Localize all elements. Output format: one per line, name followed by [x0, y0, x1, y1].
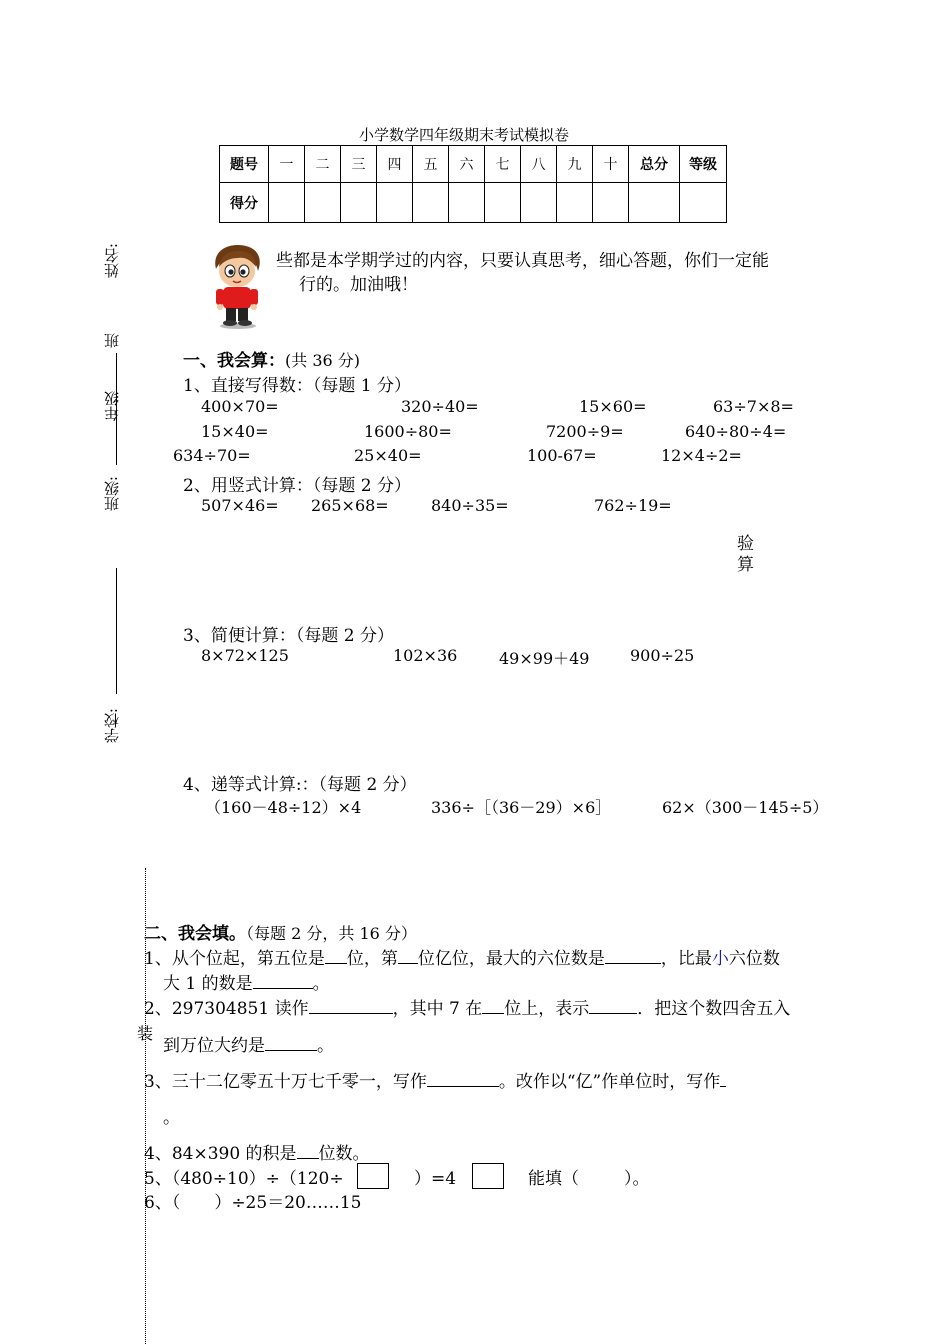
text: 位上，表示 [504, 999, 590, 1019]
blank[interactable] [398, 946, 418, 964]
header-cell: 总分 [629, 146, 680, 183]
q3-item: 900÷25 [630, 646, 695, 665]
fill-q3-line2: 。 [163, 1108, 180, 1128]
text: 位，第 [346, 949, 398, 969]
q1-title: 1、直接写得数：（每题 1 分） [183, 376, 411, 396]
blank[interactable] [325, 946, 347, 964]
score-cell[interactable] [341, 183, 377, 223]
fill-q5-right: 能填（ [528, 1169, 579, 1189]
score-cell[interactable] [680, 183, 727, 223]
q4-item: （160－48÷12）×4 [205, 798, 362, 817]
score-table [219, 145, 727, 223]
section1-points: (共 36 分) [285, 351, 361, 370]
text: 位亿位，最大的六位数是 [417, 949, 605, 969]
q2-item: 840÷35= [431, 496, 509, 515]
fill-q1-line2 [163, 969, 330, 994]
section1-heading: 一、我会算： [183, 351, 285, 371]
fill-q2-line1 [144, 994, 790, 1019]
header-cell: 一 [269, 146, 305, 183]
score-cell[interactable] [305, 183, 341, 223]
blank[interactable] [427, 1069, 499, 1087]
score-cell[interactable] [629, 183, 680, 223]
text: 小 [711, 949, 729, 969]
q1-item: 1600÷80= [364, 422, 452, 441]
score-cell[interactable] [449, 183, 485, 223]
q2-item: 265×68= [311, 496, 389, 515]
score-cell[interactable] [521, 183, 557, 223]
header-cell: 六 [449, 146, 485, 183]
score-cell[interactable] [557, 183, 593, 223]
text: 六位数 [728, 949, 780, 969]
q2-item: 762÷19= [594, 496, 672, 515]
blank[interactable] [482, 996, 504, 1014]
q4-item: 336÷［（36－29）×6］ [431, 798, 612, 817]
fill-q5-end: ）。 [624, 1169, 650, 1189]
header-cell: 四 [377, 146, 413, 183]
text: 。 [317, 1036, 334, 1056]
q3-item: 8×72×125 [201, 646, 289, 665]
q1-item: 63÷7×8= [713, 397, 794, 416]
fill-q5-left: 5、（480÷10）÷（120÷ [144, 1169, 344, 1189]
text: ，其中 7 在 [392, 999, 483, 1019]
q1-item: 25×40= [354, 446, 422, 465]
class-ban-label: 班 [103, 333, 121, 348]
text: 4、84×390 的积是 [144, 1144, 297, 1164]
q1-item: 640÷80÷4= [685, 422, 787, 441]
q1-item: 15×60= [579, 397, 647, 416]
blank[interactable] [297, 1141, 319, 1159]
q3-title: 3、简便计算：（每题 2 分） [183, 626, 394, 646]
q3-item: 49×99＋49 [499, 649, 590, 668]
section1-header [183, 346, 360, 371]
q1-item: 320÷40= [401, 397, 479, 416]
q2-title: 2、用竖式计算：（每题 2 分） [183, 476, 411, 496]
header-cell: 五 [413, 146, 449, 183]
blank[interactable] [605, 946, 661, 964]
q1-item: 100-67= [527, 446, 597, 465]
blank[interactable] [589, 996, 637, 1014]
check-label: 验 [737, 534, 754, 554]
class-label: 班级: [103, 476, 121, 512]
header-cell: 二 [305, 146, 341, 183]
header-cell: 题号 [220, 146, 269, 183]
blank[interactable] [265, 1033, 317, 1051]
answer-box[interactable] [357, 1163, 389, 1189]
text: 大 1 的数是 [163, 974, 253, 994]
intro-line-1: 些都是本学期学过的内容，只要认真思考，细心答题，你们一定能 [276, 251, 769, 271]
q1-item: 12×4÷2= [661, 446, 742, 465]
header-cell: 等级 [680, 146, 727, 183]
page-title: 小学数学四年级期末考试模拟卷 [359, 126, 570, 144]
q1-item: 15×40= [201, 422, 269, 441]
fill-q6: 6、（ ）÷25＝20……15 [144, 1193, 362, 1213]
intro-line-2: 行的。加油哦！ [299, 275, 418, 295]
fill-q4 [144, 1139, 370, 1164]
blank[interactable] [309, 996, 393, 1014]
q1-item: 634÷70= [173, 446, 251, 465]
score-cell[interactable] [377, 183, 413, 223]
text: ，比最 [660, 949, 712, 969]
q4-title: 4、递等式计算:：（每题 2 分） [183, 775, 417, 795]
header-cell: 七 [485, 146, 521, 183]
text: 2、297304851 读作 [144, 999, 309, 1019]
section2-points: （每题 2 分，共 16 分） [246, 924, 417, 943]
q1-item: 7200÷9= [546, 422, 624, 441]
text: 位数。 [318, 1144, 370, 1164]
text: ．把这个数四舍五入 [637, 999, 791, 1019]
q1-item: 400×70= [201, 397, 279, 416]
text: 到万位大约是 [163, 1036, 265, 1056]
q3-item: 102×36 [393, 646, 458, 665]
score-cell[interactable] [269, 183, 305, 223]
fill-q1-line1 [144, 944, 780, 969]
header-cell: 十 [593, 146, 629, 183]
fill-q2-line2 [163, 1031, 334, 1056]
school-label: 学校: [103, 708, 121, 744]
text: 3、三十二亿零五十万七千零一，写作 [144, 1072, 427, 1092]
school-blank-line[interactable] [116, 568, 117, 694]
section2-header [144, 919, 417, 944]
section2-heading: 二、我会填。 [144, 924, 246, 944]
fill-q5-mid: ）=4 [414, 1169, 457, 1189]
text: 1、从个位起，第五位是 [144, 949, 325, 969]
header-cell: 八 [521, 146, 557, 183]
cartoon-boy-icon [210, 243, 266, 329]
grade-label: 年级 [103, 391, 121, 421]
answer-box[interactable] [472, 1163, 504, 1189]
q4-item: 62×（300－145÷5） [662, 798, 829, 817]
blank[interactable] [253, 971, 313, 989]
header-cell: 九 [557, 146, 593, 183]
header-cell: 三 [341, 146, 377, 183]
binding-label: 装 [137, 1024, 154, 1043]
score-cell[interactable] [485, 183, 521, 223]
q2-item: 507×46= [201, 496, 279, 515]
name-label: 姓名: [103, 243, 121, 279]
score-cell[interactable] [413, 183, 449, 223]
score-cell[interactable] [593, 183, 629, 223]
check-label: 算 [737, 555, 754, 575]
text: 。 [312, 974, 330, 994]
text: 。改作以“亿”作单位时，写作 [498, 1072, 721, 1092]
score-label-cell: 得分 [220, 183, 269, 223]
blank[interactable] [720, 1069, 726, 1087]
fill-q3-line1 [144, 1067, 726, 1092]
